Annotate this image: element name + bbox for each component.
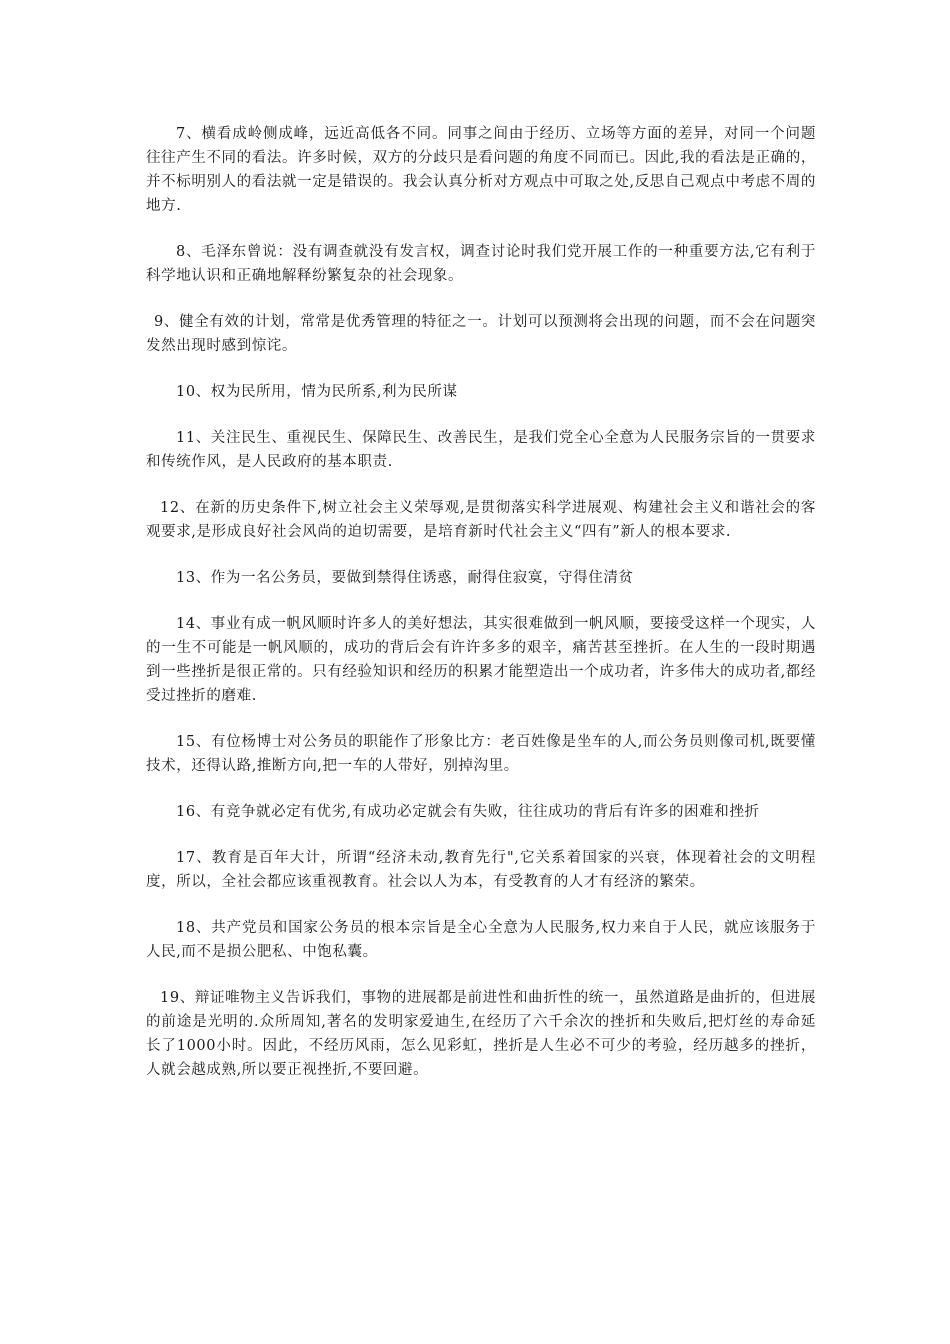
paragraph-17: 17、教育是百年大计，所谓“经济未动,教育先行",它关系着国家的兴衰，体现着社会的文明程度，所以，全社会都应该重视教育。社会以人为本，有受教育的人才有经济的繁荣。 <box>146 850 816 890</box>
paragraph-11: 11、关注民生、重视民生、保障民生、改善民生，是我们党全心全意为人民服务宗旨的一贯要求和传统作风，是人民政府的基本职责. <box>146 430 816 470</box>
paragraph-13: 13、作为一名公务员，要做到禁得住诱惑，耐得住寂寞，守得住清贫 <box>176 570 634 586</box>
document-page <box>146 122 816 1082</box>
paragraph-12: 12、在新的历史条件下,树立社会主义荣辱观,是贯彻落实科学进展观、构建社会主义和谐社会的客观要求,是形成良好社会风尚的迫切需要，是培育新时代社会主义“四有”新人的根本要求. <box>146 500 816 540</box>
paragraph-16: 16、有竞争就必定有优劣,有成功必定就会有失败，往往成功的背后有许多的困难和挫折 <box>176 804 760 820</box>
paragraph-7: 7、横看成岭侧成峰，远近高低各不同。同事之间由于经历、立场等方面的差异，对同一个问题往往产生不同的看法。许多时候，双方的分歧只是看问题的角度不同而已。因此,我的看法是正确的，并不标明别人的看法就一定是错误的。我会认真分析对方观点中可取之处,反思自己观点中考虑不周的地方. <box>146 126 816 214</box>
paragraph-8: 8、毛泽东曾说：没有调查就没有发言权，调查讨论时我们党开展工作的一种重要方法,它有利于科学地认识和正确地解释纷繁复杂的社会现象。 <box>146 244 816 284</box>
paragraph-18: 18、共产党员和国家公务员的根本宗旨是全心全意为人民服务,权力来自于人民，就应该服务于人民,而不是损公肥私、中饱私囊。 <box>146 920 816 960</box>
paragraph-9: 9、健全有效的计划，常常是优秀管理的特征之一。计划可以预测将会出现的问题，而不会在问题突发然出现时感到惊诧。 <box>146 314 816 354</box>
paragraph-19: 19、辩证唯物主义告诉我们，事物的进展都是前进性和曲折性的统一，虽然道路是曲折的，但进展的前途是光明的.众所周知,著名的发明家爱迪生,在经历了六千余次的挫折和失败后,把灯丝的寿命延长了1000小时。因此，不经历风雨，怎么见彩虹，挫折是人生必不可少的考验，经历越多的挫折，人就会越成熟,所以要正视挫折,不要回避。 <box>146 990 816 1078</box>
paragraph-14: 14、事业有成一帆风顺时许多人的美好想法，其实很难做到一帆风顺，要接受这样一个现实，人的一生不可能是一帆风顺的，成功的背后会有许许多多的艰辛，痛苦甚至挫折。在人生的一段时期遇到一些挫折是很正常的。只有经验知识和经历的积累才能塑造出一个成功者，许多伟大的成功者,都经受过挫折的磨难. <box>146 616 816 704</box>
paragraph-15: 15、有位杨博士对公务员的职能作了形象比方：老百姓像是坐车的人,而公务员则像司机,既要懂技术，还得认路,推断方向,把一车的人带好，别掉沟里。 <box>146 734 816 774</box>
paragraph-10: 10、权为民所用，情为民所系,利为民所谋 <box>176 384 458 400</box>
